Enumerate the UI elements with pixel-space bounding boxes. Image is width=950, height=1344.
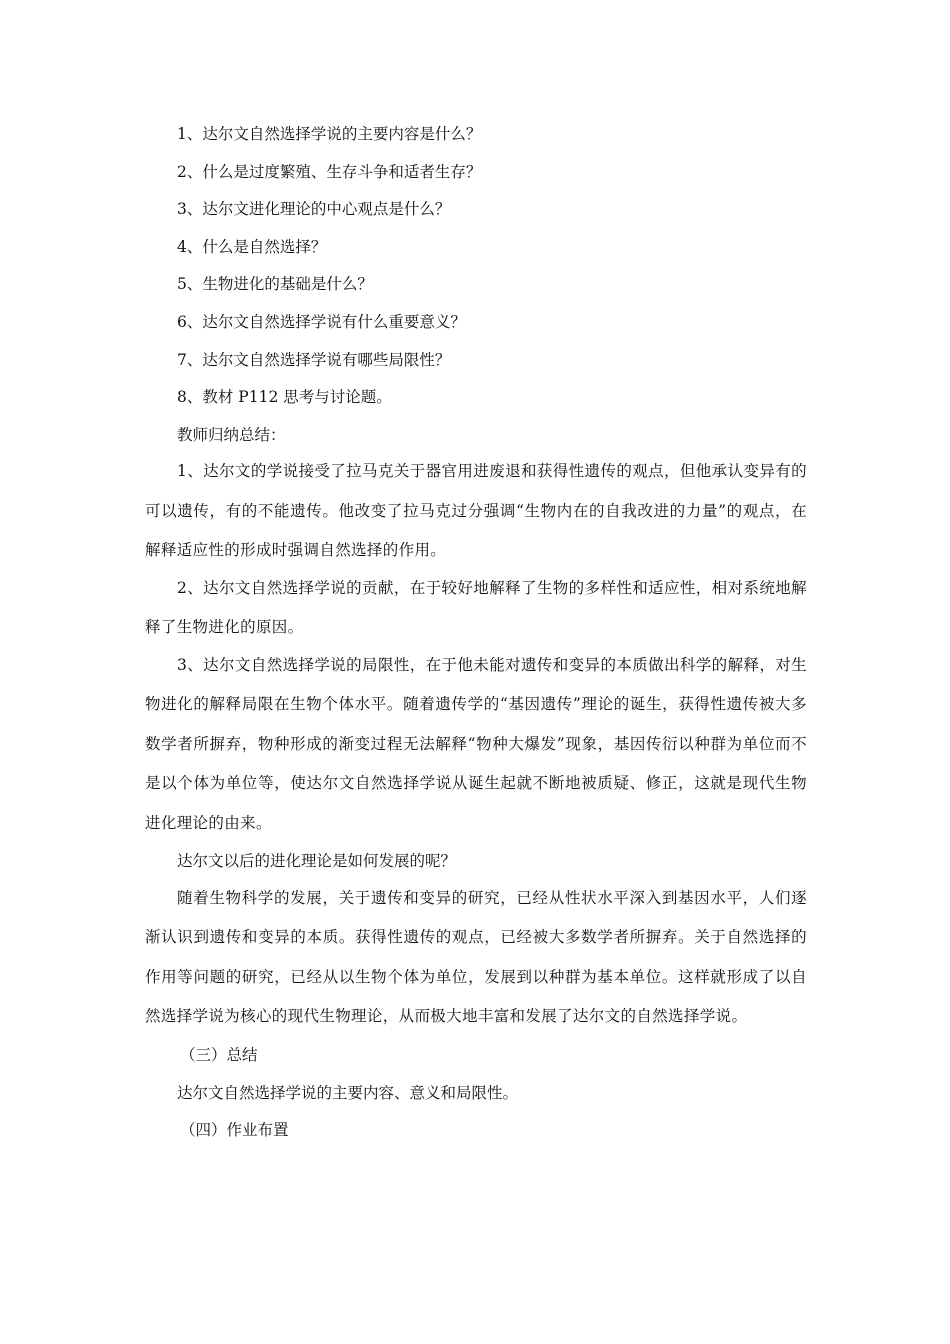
- development-paragraph: 随着生物科学的发展，关于遗传和变异的研究，已经从性状水平深入到基因水平，人们逐渐认识到遗传和变异的本质。获得性遗传的观点，已经被大多数学者所摒弃。关于自然选择的作用等问题的研究，已经从以生物个体为单位，发展到以种群为基本单位。这样就形成了以自然选择学说为核心的现代生物理论，从而极大地丰富和发展了达尔文的自然选择学说。: [145, 888, 807, 1026]
- document-body: [145, 122, 807, 1156]
- summary-point-3: 3、达尔文自然选择学说的局限性，在于他未能对遗传和变异的本质做出科学的解释，对生物进化的解释局限在生物个体水平。随着遗传学的“基因遗传”理论的诞生，获得性遗传被大多数学者所摒弃，物种形成的渐变过程无法解释“物种大爆发”现象，基因传衍以种群为单位而不是以个体为单位等，使达尔文自然选择学说从诞生起就不断地被质疑、修正，这就是现代生物进化理论的由来。: [145, 655, 807, 832]
- section-summary-title: （三）总结: [180, 1045, 258, 1064]
- teacher-summary-heading: 教师归纳总结：: [177, 425, 286, 444]
- section-homework-title: （四）作业布置: [180, 1121, 289, 1140]
- review-question-6: 6、达尔文自然选择学说有什么重要意义？: [177, 312, 466, 331]
- follow-up-question: 达尔文以后的进化理论是如何发展的呢？: [177, 852, 457, 871]
- review-question-3: 3、达尔文进化理论的中心观点是什么？: [177, 200, 451, 219]
- summary-point-2: 2、达尔文自然选择学说的贡献，在于较好地解释了生物的多样性和适应性，相对系统地解释了生物进化的原因。: [145, 578, 807, 637]
- section-summary-text: 达尔文自然选择学说的主要内容、意义和局限性。: [177, 1083, 519, 1102]
- review-question-1: 1、达尔文自然选择学说的主要内容是什么？: [177, 125, 482, 143]
- review-question-2: 2、什么是过度繁殖、生存斗争和适者生存？: [177, 162, 482, 181]
- review-question-7: 7、达尔文自然选择学说有哪些局限性？: [177, 350, 451, 369]
- summary-point-1: 1、达尔文的学说接受了拉马克关于器官用进废退和获得性遗传的观点，但他承认变异有的可以遗传，有的不能遗传。他改变了拉马克过分强调“生物内在的自我改进的力量”的观点，在解释适应性的形成时强调自然选择的作用。: [145, 462, 807, 560]
- review-question-8: 8、教材 P112 思考与讨论题。: [177, 388, 392, 407]
- review-question-4: 4、什么是自然选择？: [177, 237, 327, 256]
- review-question-5: 5、生物进化的基础是什么？: [177, 275, 373, 294]
